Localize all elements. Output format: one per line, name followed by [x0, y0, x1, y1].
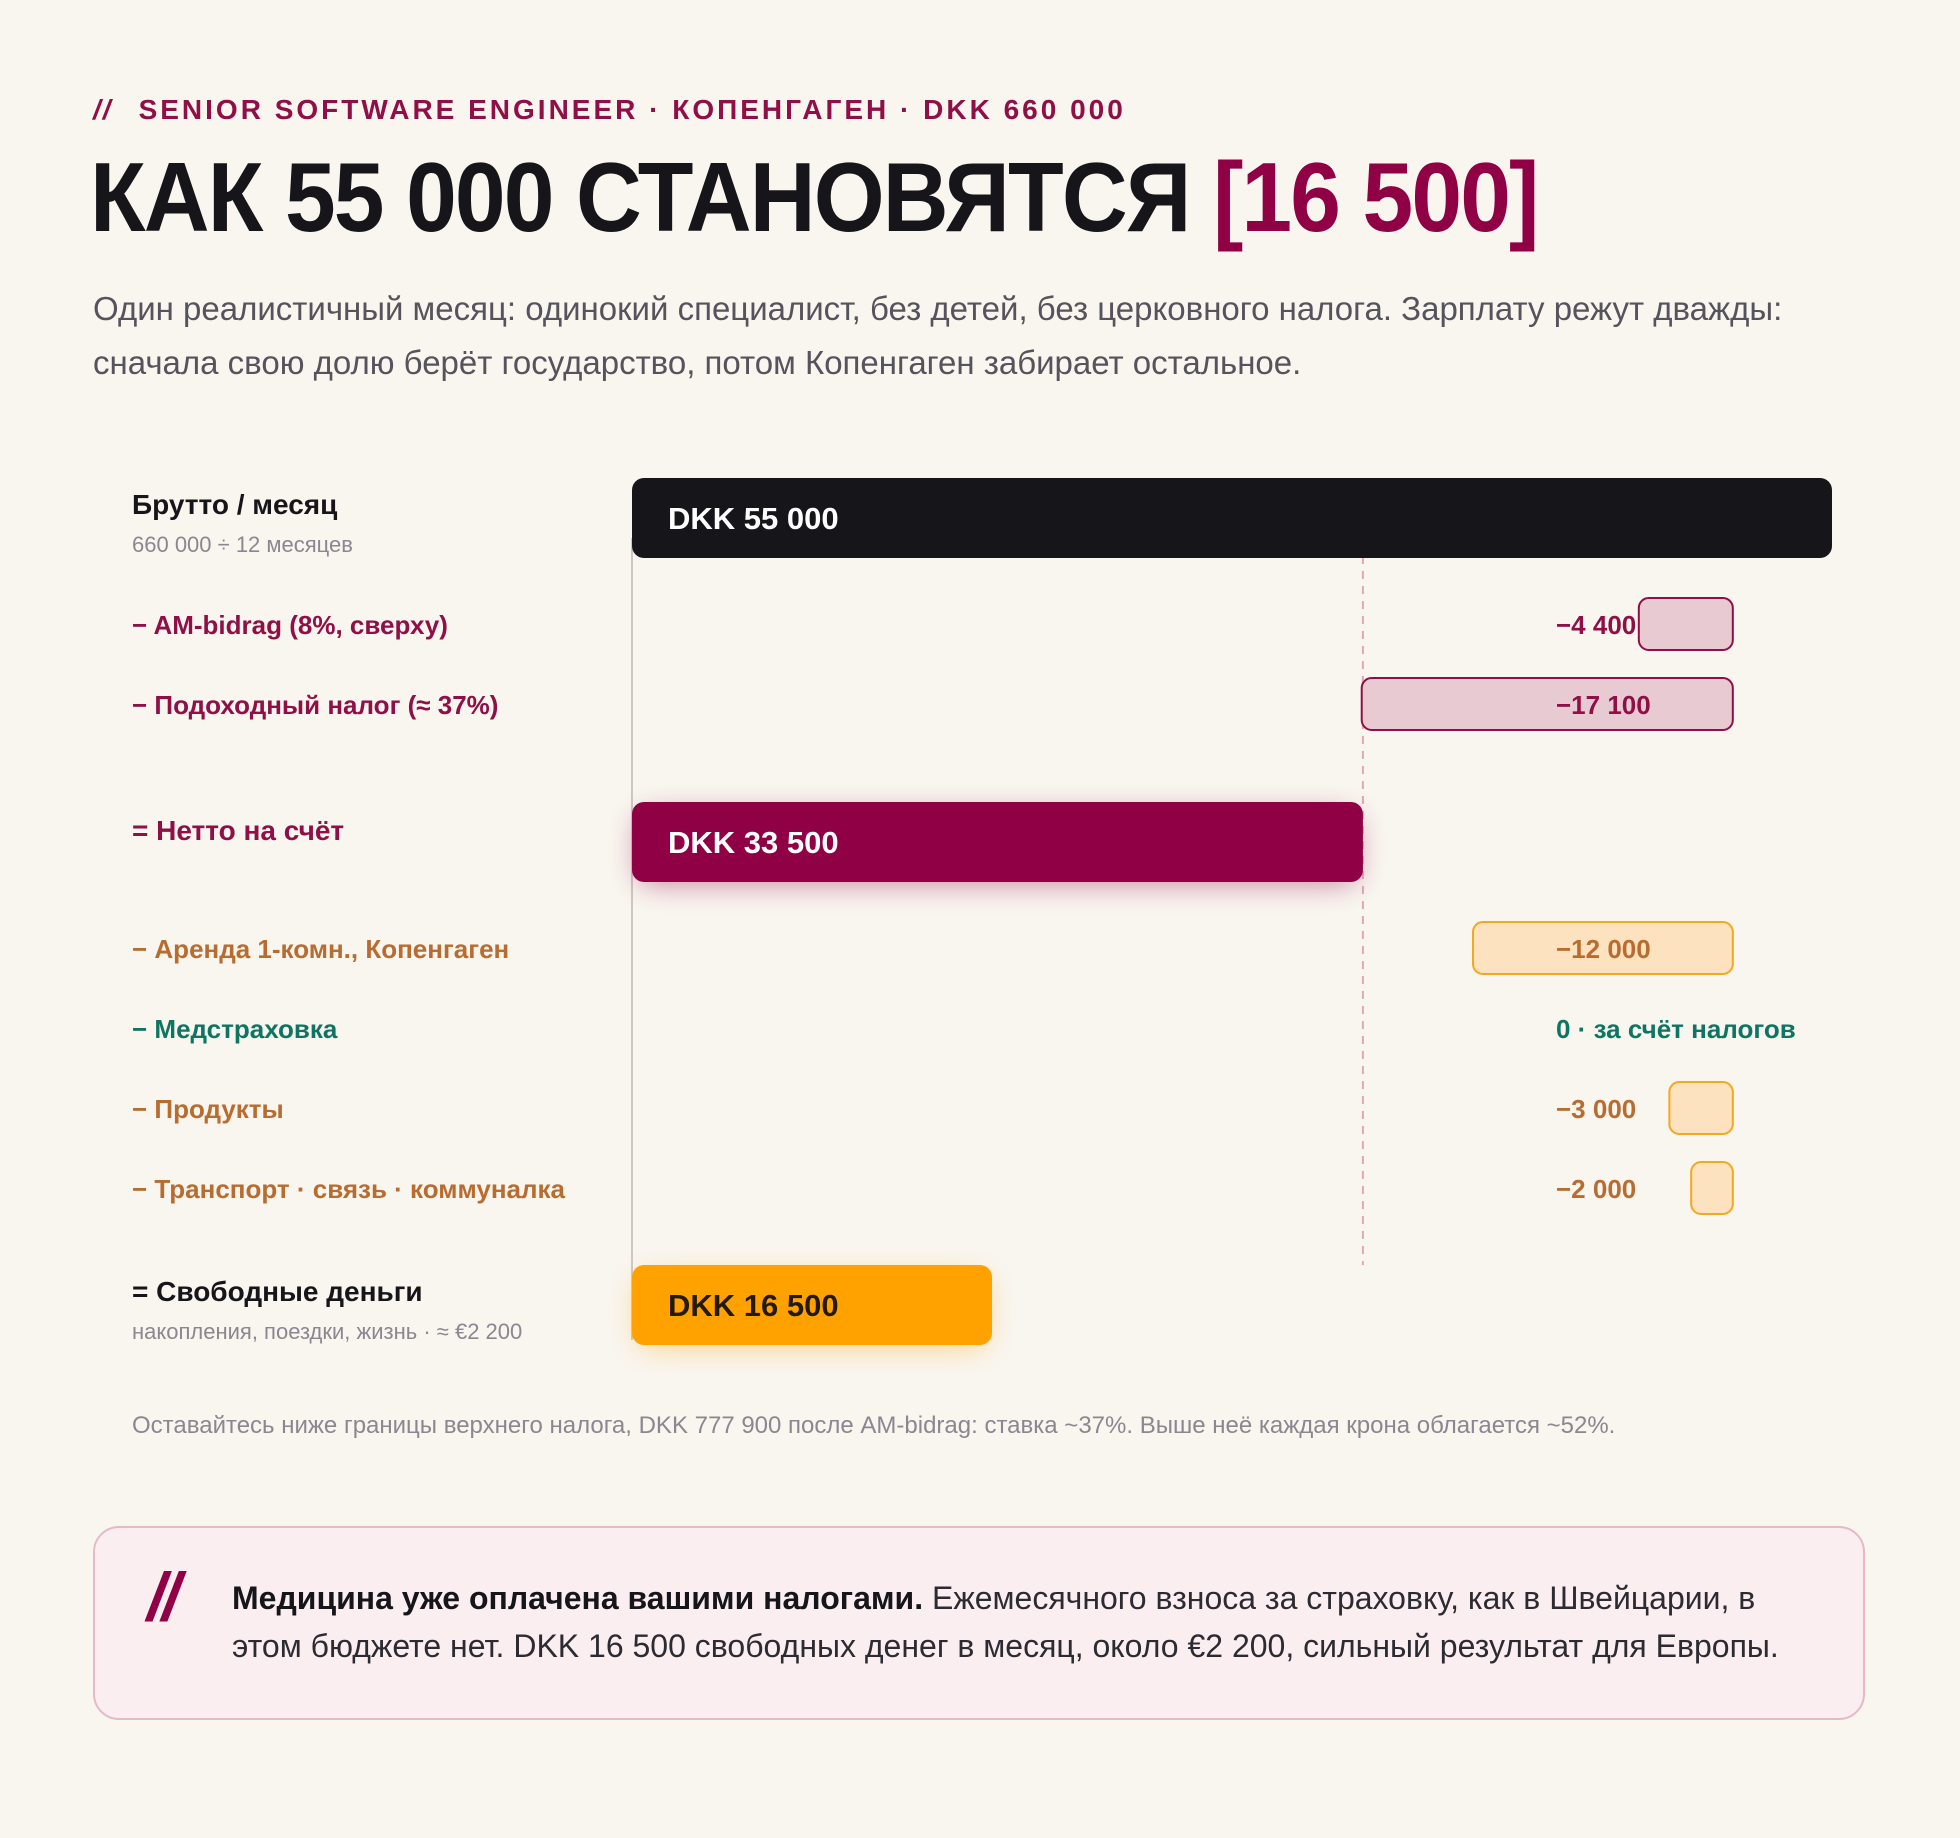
bar-tax	[1639, 598, 1733, 650]
page-title	[90, 142, 1538, 252]
row-sublabel: 660 000 ÷ 12 месяцев	[132, 532, 353, 557]
delta-label: −12 000	[1556, 934, 1651, 964]
callout-box	[93, 1526, 1865, 1720]
delta-label: −2 000	[1556, 1174, 1637, 1204]
bar-tax	[1362, 678, 1733, 730]
delta-label: −4 400	[1556, 610, 1637, 640]
footnote: Оставайтесь ниже границы верхнего налога, DKK 777 900 после AM-bidrag: ставка ~37%. Выше неё каждая крона облагается ~52%.	[132, 1412, 1616, 1439]
lead-paragraph: Один реалистичный месяц: одинокий специалист, без детей, без церковного налога. Зарплату режут дважды: сначала свою долю берёт государство, потом Копенгаген забирает остальное.	[93, 290, 1783, 381]
row-label: − Аренда 1-комн., Копенгаген	[132, 934, 510, 964]
callout-text	[232, 1574, 1792, 1670]
title-accent: [16 500]	[1212, 142, 1538, 252]
row-label: − AM-bidrag (8%, сверху)	[132, 610, 448, 640]
row-label: − Медстраховка	[132, 1014, 338, 1044]
callout-mark: //	[147, 1559, 177, 1635]
bar-expense	[1669, 1082, 1732, 1134]
row-label: − Транспорт · связь · коммуналка	[132, 1174, 565, 1204]
delta-label: 0 · за счёт налогов	[1556, 1014, 1796, 1044]
bar-value-label-total: DKK 55 000	[668, 501, 839, 536]
delta-label: −3 000	[1556, 1094, 1637, 1124]
bar-expense	[1691, 1162, 1733, 1214]
row-label: = Нетто на счёт	[132, 815, 345, 846]
row-label: Брутто / месяц	[132, 489, 338, 520]
bar-value-label-free: DKK 16 500	[668, 1288, 839, 1323]
kicker-mark: //	[93, 94, 113, 125]
title-main: КАК 55 000 СТАНОВЯТСЯ	[90, 142, 1190, 252]
callout-body: Ежемесячного взноса за страховку, как в Швейцарии, в этом бюджете нет. DKK 16 500 свободных денег в месяц, около €2 200, сильный результат для Европы.	[232, 1580, 1779, 1664]
row-sublabel: накопления, поездки, жизнь · ≈ €2 200	[132, 1319, 523, 1344]
kicker-text: SENIOR SOFTWARE ENGINEER · КОПЕНГАГЕН · DKK 660 000	[138, 94, 1126, 125]
callout-bold: Медицина уже оплачена вашими налогами.	[232, 1580, 924, 1616]
bar-value-label-net: DKK 33 500	[668, 825, 839, 860]
waterfall-chart	[0, 440, 1960, 1380]
row-label: = Свободные деньги	[132, 1276, 423, 1307]
row-label: − Подоходный налог (≈ 37%)	[132, 690, 499, 720]
kicker	[93, 94, 1126, 126]
row-label: − Продукты	[132, 1094, 284, 1124]
delta-label: −17 100	[1556, 690, 1651, 720]
